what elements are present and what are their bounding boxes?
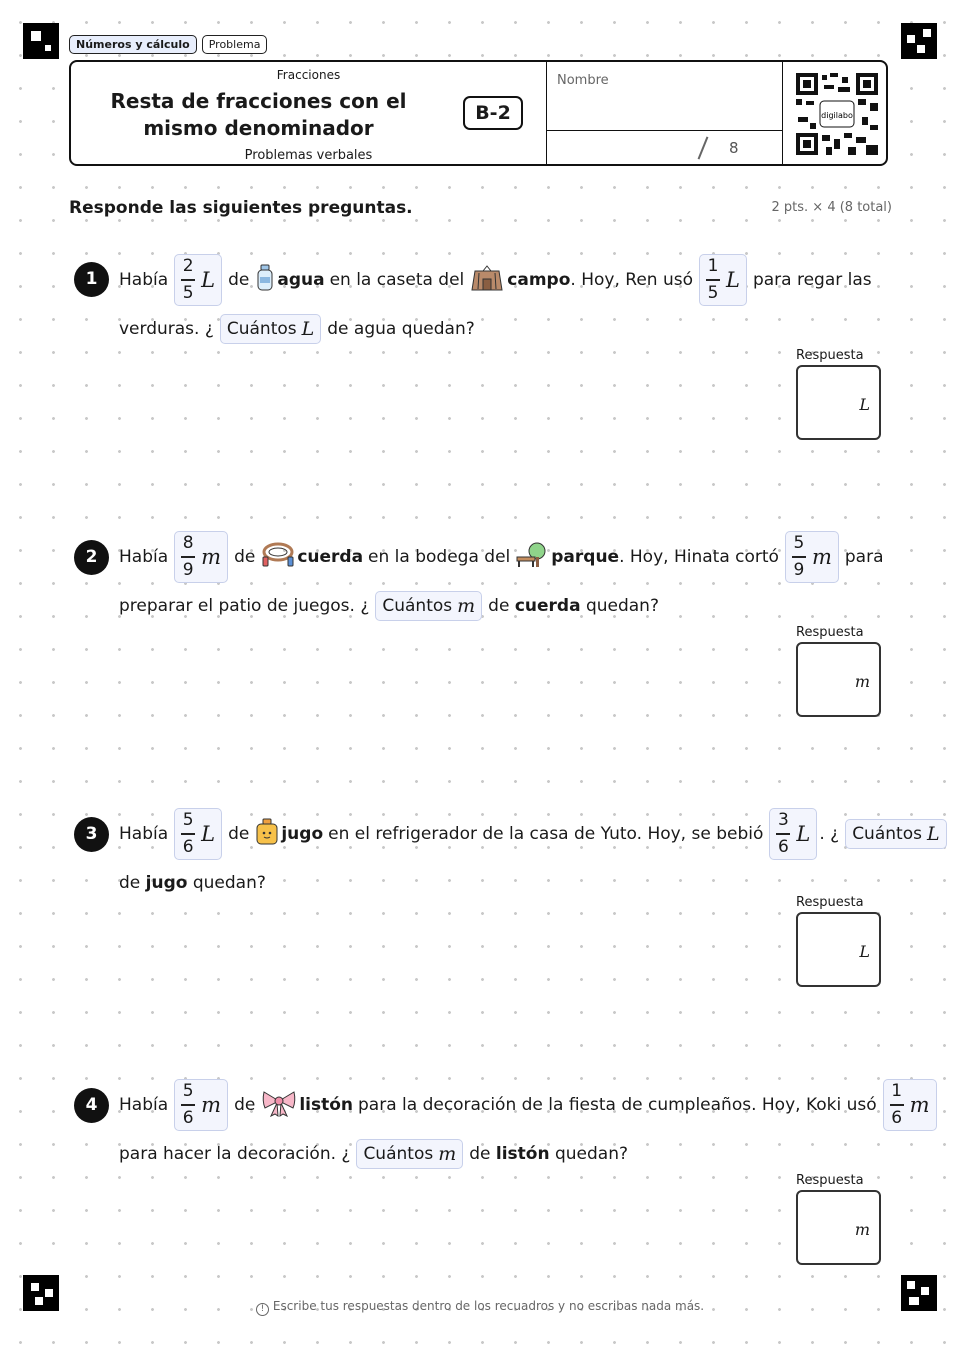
fraction-denominator: 6	[777, 836, 789, 857]
page-title: Resta de fracciones con el mismo denominador	[110, 89, 407, 140]
question-number: 4	[74, 1088, 109, 1123]
fraction-numerator: 2	[182, 256, 194, 277]
ask-unit: L	[301, 318, 315, 340]
text-place: en la caseta del	[329, 270, 465, 290]
answer-label: Respuesta	[796, 895, 864, 910]
text-line2-bold: listón	[495, 1144, 550, 1164]
shed-icon	[469, 265, 505, 296]
text-line2-post-end: quedan?	[554, 1144, 629, 1164]
fraction-unit: L	[201, 822, 216, 846]
fraction-denominator: 5	[707, 282, 719, 303]
worksheet-header	[69, 60, 888, 166]
fraction-numerator: 1	[891, 1081, 903, 1102]
answer-box[interactable]	[796, 642, 881, 717]
fraction-given	[174, 531, 228, 583]
fraction-denominator: 9	[793, 559, 805, 580]
fraction-denominator: 9	[182, 559, 194, 580]
item-name: agua	[277, 270, 325, 290]
qr-block	[782, 62, 889, 164]
question-number: 1	[74, 262, 109, 297]
answer-label: Respuesta	[796, 1173, 864, 1188]
fraction-used	[785, 531, 839, 583]
score-slash	[698, 136, 709, 159]
fraction-unit: L	[726, 268, 740, 292]
text-tail: para	[844, 547, 884, 567]
tag-category: Números y cálculo	[69, 35, 197, 54]
text-habia: Había	[119, 547, 169, 567]
text-line2-pre: verduras. ¿	[119, 319, 214, 339]
item-name: cuerda	[297, 547, 364, 567]
tag-type: Problema	[202, 35, 268, 54]
qr-brand-text: digilabo	[821, 111, 853, 120]
answer-label: Respuesta	[796, 348, 864, 363]
question-ask	[356, 1139, 463, 1169]
text-place: en el refrigerador de la casa de Yuto. Hoy, se bebió	[328, 824, 764, 844]
text-line2-post-pre: de	[469, 1144, 491, 1164]
text-line2-pre: de	[119, 873, 141, 893]
park-icon	[515, 541, 549, 574]
header-topic: Fracciones	[276, 68, 341, 82]
question-text-line-1	[119, 251, 872, 309]
instructions: Responde las siguientes preguntas.	[69, 198, 413, 218]
question-ask	[375, 591, 482, 621]
fraction-unit: m	[201, 545, 222, 569]
header-title-block	[71, 62, 546, 164]
text-line2-post-end: quedan?	[585, 596, 659, 616]
fraction-numerator: 3	[777, 810, 789, 831]
ask-word: Cuántos	[382, 596, 453, 616]
fraction-unit: m	[201, 1093, 222, 1117]
header-subtitle: Problemas verbales	[244, 148, 373, 163]
question-text-line-1	[119, 805, 947, 863]
name-field[interactable]	[546, 62, 783, 131]
fraction-given	[174, 808, 222, 860]
place-name: campo	[507, 270, 571, 290]
points-info: 2 pts. × 4 (8 total)	[771, 200, 892, 215]
text-line2-post-pre: de	[488, 596, 510, 616]
question-ask	[220, 314, 321, 344]
question-text-line-2	[119, 591, 659, 621]
question-text-line-2	[119, 868, 266, 898]
tag-group	[69, 35, 267, 54]
answer-box[interactable]	[796, 912, 881, 987]
text-habia: Había	[119, 270, 169, 290]
worksheet-code-badge: B-2	[463, 96, 523, 130]
item-name: jugo	[281, 824, 324, 844]
footer-note	[0, 1299, 960, 1316]
answer-unit: L	[859, 942, 870, 961]
text-de: de	[234, 1095, 256, 1115]
fraction-denominator: 5	[182, 282, 194, 303]
text-line2-post: quedan?	[192, 873, 266, 893]
text-de: de	[228, 270, 250, 290]
qr-code-icon	[796, 73, 878, 155]
answer-unit: L	[859, 395, 870, 414]
question-text-line-2	[119, 1139, 628, 1169]
ask-word: Cuántos	[363, 1144, 434, 1164]
juice-icon	[255, 818, 279, 851]
question-text-line-1	[119, 528, 884, 586]
corner-marker-top-left	[23, 23, 59, 59]
fraction-unit: L	[201, 268, 216, 292]
text-de: de	[228, 824, 250, 844]
rope-icon	[261, 541, 295, 574]
text-line2-pre: para hacer la decoración. ¿	[119, 1144, 351, 1164]
footer-text: Escribe tus respuestas dentro de los recuadros y no escribas nada más.	[272, 1299, 705, 1313]
water-bottle-icon	[255, 264, 275, 297]
fraction-numerator: 8	[182, 533, 194, 554]
text-line2-bold: jugo	[145, 873, 188, 893]
corner-marker-top-right	[901, 23, 937, 59]
ribbon-icon	[261, 1089, 297, 1122]
fraction-denominator: 6	[891, 1107, 903, 1128]
fraction-used	[883, 1079, 937, 1131]
text-line2-post: de agua quedan?	[327, 319, 475, 339]
ask-unit: m	[457, 595, 476, 617]
text-action: . Hoy, Ren usó	[570, 270, 693, 290]
place-name: parque	[551, 547, 620, 567]
fraction-given	[174, 254, 222, 306]
answer-box[interactable]	[796, 365, 881, 440]
fraction-denominator: 6	[182, 1107, 194, 1128]
text-de: de	[234, 547, 256, 567]
score-field[interactable]	[546, 130, 783, 166]
question-text-line-1	[119, 1076, 943, 1134]
answer-unit: m	[854, 1220, 870, 1239]
score-total: 8	[729, 139, 739, 157]
fraction-used	[769, 808, 817, 860]
question-number: 2	[74, 540, 109, 575]
fraction-numerator: 5	[793, 533, 805, 554]
fraction-given	[174, 1079, 228, 1131]
item-name: listón	[299, 1095, 353, 1115]
text-tail: . ¿	[819, 824, 840, 844]
fraction-unit: L	[796, 822, 811, 846]
fraction-numerator: 5	[182, 1081, 194, 1102]
warning-icon: !	[256, 1303, 269, 1316]
answer-box[interactable]	[796, 1190, 881, 1265]
ask-word: Cuántos	[852, 824, 922, 844]
ask-unit: L	[926, 823, 940, 845]
text-tail: para regar las	[752, 270, 872, 290]
fraction-used	[699, 254, 747, 306]
fraction-unit: m	[811, 545, 832, 569]
ask-word: Cuántos	[226, 319, 297, 339]
text-action: . Hoy, Hinata cortó	[619, 547, 779, 567]
text-place: para la decoración de la fiesta de cumpleaños. Hoy, Koki usó	[358, 1095, 877, 1115]
answer-label: Respuesta	[796, 625, 864, 640]
text-line2-bold: cuerda	[514, 596, 581, 616]
text-habia: Había	[119, 1095, 169, 1115]
fraction-unit: m	[909, 1093, 930, 1117]
question-text-line-2	[119, 314, 475, 344]
text-place: en la bodega del	[368, 547, 511, 567]
name-label: Nombre	[557, 73, 609, 88]
text-line2-pre: preparar el patio de juegos. ¿	[119, 596, 370, 616]
fraction-numerator: 5	[182, 810, 194, 831]
text-habia: Había	[119, 824, 169, 844]
answer-unit: m	[854, 672, 870, 691]
question-number: 3	[74, 817, 109, 852]
ask-unit: m	[438, 1143, 457, 1165]
question-ask	[845, 819, 946, 849]
fraction-numerator: 1	[707, 256, 719, 277]
fraction-denominator: 6	[182, 836, 194, 857]
